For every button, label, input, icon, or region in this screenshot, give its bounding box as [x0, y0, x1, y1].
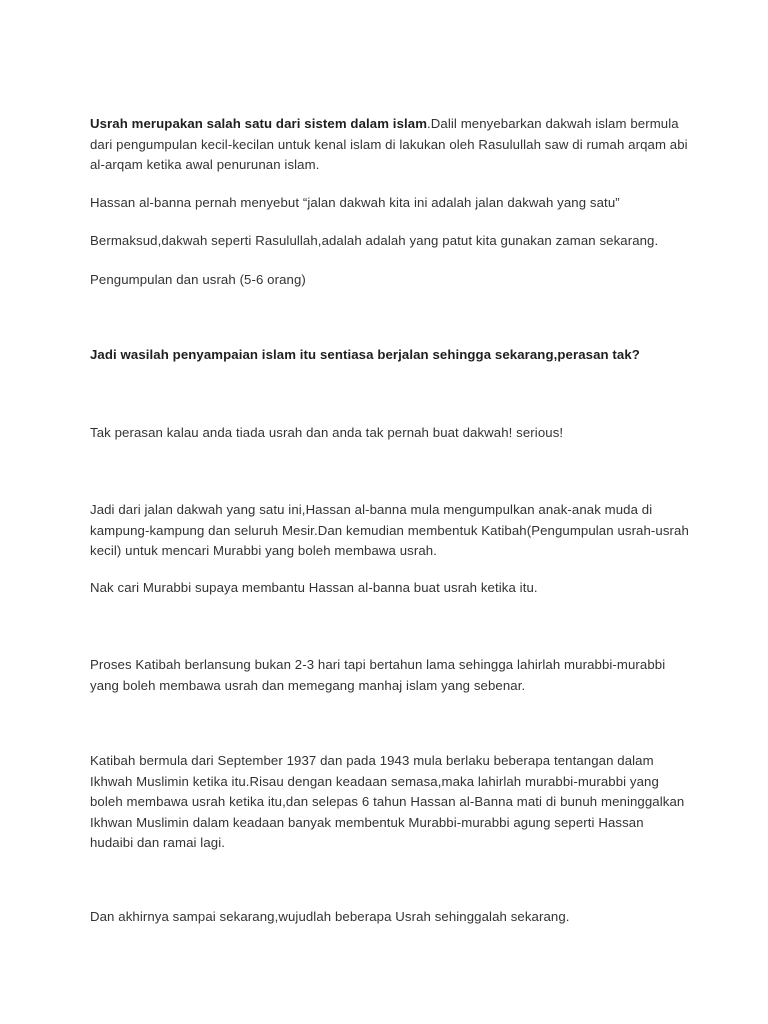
intro-text: .Dalil menyebarkan dakwah islam bermula dari pengumpulan kecil-kecilan untuk kenal islam di lakukan oleh Rasulullah saw di rumah arqam abi al-arqam ketika awal penurunan islam. — [90, 116, 688, 172]
paragraph-conclusion: Dan akhirnya sampai sekarang,wujudlah beberapa Usrah sehinggalah sekarang. — [90, 909, 570, 924]
paragraph-intro — [90, 114, 690, 176]
paragraph-proses-katibah: Proses Katibah berlansung bukan 2-3 hari tapi bertahun lama sehingga lahirlah murabbi-murabbi yang boleh membawa usrah dan memegang manhaj islam yang sebenar. — [90, 657, 666, 693]
paragraph-tak-perasan: Tak perasan kalau anda tiada usrah dan anda tak pernah buat dakwah! serious! — [90, 425, 564, 440]
intro-bold-text: Usrah merupakan salah satu dari sistem dalam islam — [90, 116, 428, 131]
paragraph-murabbi: Nak cari Murabbi supaya membantu Hassan al-banna buat usrah ketika itu. — [90, 580, 538, 595]
paragraph-bermaksud: Bermaksud,dakwah seperti Rasulullah,adalah adalah yang patut kita gunakan zaman sekarang. — [90, 233, 659, 248]
paragraph-jalan-dakwah: Jadi dari jalan dakwah yang satu ini,Hassan al-banna mula mengumpulkan anak-anak muda di kampung-kampung dan seluruh Mesir.Dan kemudian membentuk Katibah(Pengumpulan usrah-usrah kecil) untuk mencari Murabbi yang boleh membawa usrah. — [90, 502, 689, 558]
paragraph-katibah-history: Katibah bermula dari September 1937 dan pada 1943 mula berlaku beberapa tentangan dalam Ikhwah Muslimin ketika itu.Risau dengan keadaan semasa,maka lahirlah murabbi-murabbi yang boleh membawa usrah ketika itu,dan selepas 6 tahun Hassan al-Banna mati di bunuh meninggalkan Ikhwan Muslimin dalam keadaan banyak membentuk Murabbi-murabbi agung seperti Hassan hudaibi dan ramai lagi. — [90, 753, 685, 850]
paragraph-pengumpulan: Pengumpulan dan usrah (5-6 orang) — [90, 272, 306, 287]
paragraph-question: Jadi wasilah penyampaian islam itu sentiasa berjalan sehingga sekarang,perasan tak? — [90, 347, 640, 362]
paragraph-hassan-quote: Hassan al-banna pernah menyebut “jalan dakwah kita ini adalah jalan dakwah yang satu” — [90, 195, 620, 210]
